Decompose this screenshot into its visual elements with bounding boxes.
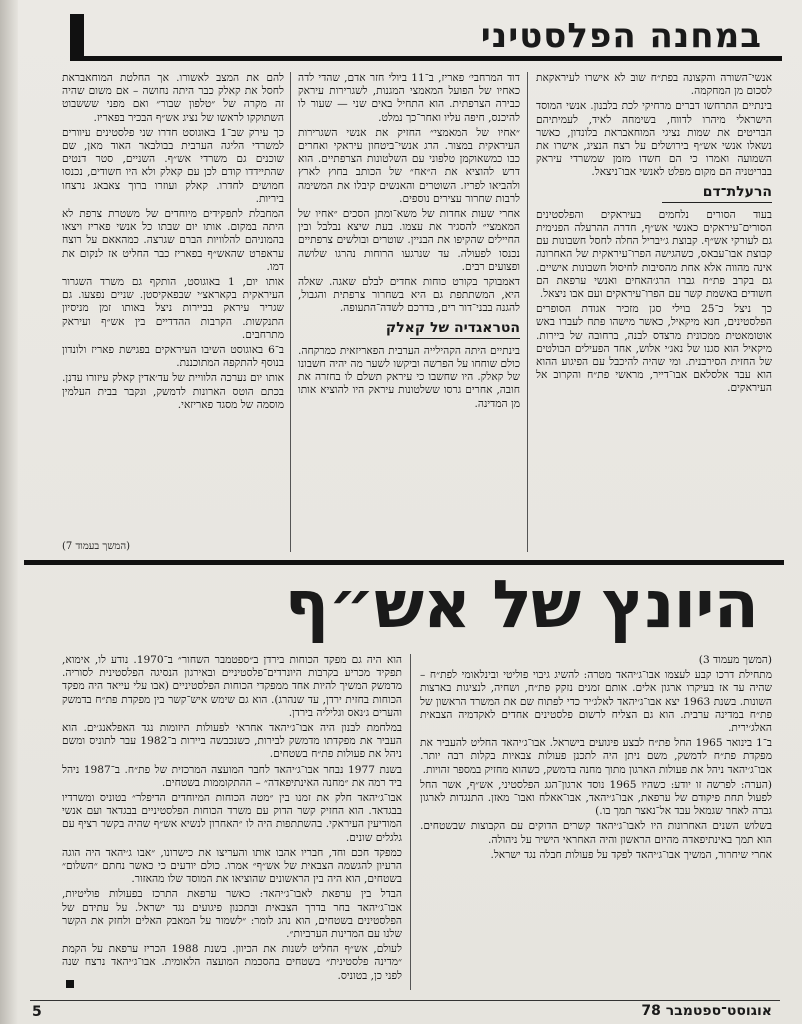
paragraph: דוד המרחבי׳ פאריז, ב־11 ביולי חזר אדם, שהדי לדה כאחיו של הפועל המאמצי המגנות, לשגרירות עיראק כבירה הצרפתית. הוא התחיל באים שני — שעור לו להיכנס, חיפה עליו ואחר־כך נמלט.: [298, 72, 520, 124]
paragraph: (הערה: לפרשה זו יודע: כשהיו 1965 נוסד ארגון־הגג הפלסטיני, אש״ף, אשר החל לפעול תחת פיקודם של ערפאת, אבו־ג׳יהאד, אבו־אאלח ואבו־ מאזן. התנגדות לארגון גברה לאחר שגמאל עבד אל־נאצר תמך בו.): [420, 778, 772, 818]
paragraph: בשלוש השנים האחרונות היו לאבו־ג׳יהאד קשרים הדוקים עם הקבוצות שבשטחים. הוא תמך באינתיפאדה מהיום הראשון והיה האחראי הישיר על ניהולה.: [420, 820, 772, 846]
paragraph: מתחילת דרכו קבע לעצמו אבו־ג׳יהאד מטרה: להשיג גיבוי פוליטי ובינלאומי לפת״ח – שהיה עד אז בעיקרו ארגון אלים. אותם זמנים נזקק פת״ח, ושחיה, לנציגות בארצות השונות. בשנת 1963 יצא אבו־ג׳יהאד לאלג׳יר כדי לפתוח שם את המשרד הראשון של פת״ח במדינה ערבית. הוא גם הצליח לרשום פלסטינים אחדים לאקדמיה הצבאית האלג׳ירית.: [420, 669, 772, 735]
paragraph: הבדל בין ערפאת לאבו־ג׳יהאד: כאשר ערפאת התרכז בפעולות פוליטיות, אבו־ג׳יהאד בחר בדרך הצבאית ובתכנון פיגועים נגד ישראל. על עתידם של הפלסטינים בשטחים, הוא נהג לומר: ״לשמור על המאבק האלים ולחזק את הקשר שלנו עם המדינות הערביות״.: [62, 888, 402, 941]
feature-title: היונץ של אש״ף: [284, 566, 758, 643]
paragraph: אבו־ג׳יהאד חלק את זמנו בין ״מטה הכוחות המיוחדים הדיפלר״ בטוניס ומשרדיו בבגדאד. הוא החזיק קשר הדוק עם משרד הכוחות הפלסטיניים בבגדאד ועם אנשי המודיעין העיראקי. בהשתתפות היה לו ״האחרון לנשיא אש״ף שהיה בקשר רציף עם גלגלים שונים.: [62, 792, 402, 844]
paragraph: אותו יום נערכה הלוויית של עד׳אדין קאלק עיזורו עדנן. בכתם הוטס הארונות לדמשק, ונקבר בבית העלמין מוסמה של מסגד פאריזאי.: [62, 372, 284, 411]
feature-column-left: [62, 654, 402, 990]
issue-label: אוגוסט־ספטמבר 78: [641, 1003, 772, 1019]
paragraph: ב־6 באוגוסט השיבו העיראקים בפגישת פאריז ולונדון בנוסף להתקפה המתוכננת.: [62, 344, 284, 370]
masthead-bar: [72, 14, 84, 58]
top-column-right: [536, 72, 772, 552]
paragraph: לעולם, אש״ף החליט לשנות את הכיוון. בשנת 1988 הכריז ערפאת על הקמת ״מדינה פלסטינית״ בשטחים בהסכמת המועצה הלאומית. אבו־ג׳יהאד נרצח שנה לפני כן, בטוניס.: [62, 943, 402, 982]
paragraph: אחרי שעות אחדות של משא־ומתן הסכים ״אחיו של המאמצי״ להסגיר את עצמו. בעת שיצא נבלבל ובין החיילים שהקיפו את הבניין. שוטרים ובולשים צרפתיים נכנסו לפעולה. עד שנרגעו הרוחות נהרגו שלושה ופצועים רבים.: [298, 208, 520, 273]
paragraph: ״אחיו של המאמצי״ החזיק את אנשי השגרירות העיראקית במצור. הרג אנשי־ביטחון עיראקי ואחרים כבו כמשאוקמן טלפוני עם השלטונות הצרפתיים. הוא דרש להוציא את ה״אח״ של הכותב בחוץ לארץ ולהביאו לפריז. השוטרים והאנשים קיבלו את המשימה לרבות שחרור עצירים נוספים.: [298, 126, 520, 205]
paragraph: דאמבוקר בקורט כוחות אחדים לבלם שאגה. שאלה היא, המשתתפת גם היא בשחרור צרפתית והגבול, להגנה בבני־דור רים, בדרכם לשדה־התעופה.: [298, 276, 520, 315]
section-title: במחנה הפלסטיני: [480, 16, 762, 56]
paragraph: אותו יום, 1 באוגוסט, הותקף גם משרד השגרור העיראקית בקאראצ׳י שבפאקיסטן. שניים נפצעו. גם שגריר עיראק בביירות ניצל באותו זמן מניסיון התנקשות. הקרבות ההדדיים בין אש״ף ועיראק מתרחבים.: [62, 276, 284, 341]
column-rule: [290, 72, 291, 552]
paragraph: הוא היה גם מפקד הכוחות בירדן ב״ספטמבר השחור״ ב־1970. נודע לו, אימוא, תפקיד מכריע בקרבות היונרדים־פלסטיניים ובאירגון הנסיגה הפלסטינית לסוריה. מדמשק המשיך להיות אחד ממפקדי הכוחות הפלסטיניים (אבו עלי עייאד היה מפקד הכוחות בחזית ירדן, עד שנהרג). הוא גם שימש איש־קשר בין מפקדת פת״ח בדמשק והערים ג׳נאס וגליליה בירדן.: [62, 654, 402, 719]
subheading: הרעלת־דם: [536, 186, 772, 203]
top-column-left: [62, 72, 284, 540]
paragraph: אנשי־השורה והקצונה בפת״ח שוב לא אישרו לעיראקאת לסכום מן המחקמה.: [536, 72, 772, 98]
paragraph: בעוד הסורים נלחמים בעיראקים והפלסטינים הסורים־עיראקים כאנשי אש״ף, חדרה ההרעלה הפנימית גם לעורקי אש״ף. קבוצת ג׳יבריל החלה לחסל חשבונות עם קבוצת אבו־עבאס, כשהגישה הפרו־עיראקית של האחרונה אינה מהווה אלא אחת מהסיבות לחיסול חשבונות אישיים. גם בקרב פת״ח גברו הרג׳האחים ואנשי ערפאת הם חשודים באשמת קשר עם הפרו־עיראקים ועם אבו ניצאל.: [536, 208, 772, 301]
paragraph: במלחמת לבנון היה אבו־ג׳יהאד אחראי לפעולות היזומות נגד האפלאנג׳ים. הוא העביר את מפקדתו מדמשק לבירות, כשנכבשה ביירות ב־1982 עבר לתוניס ומשם ניהל את פעולות פת״ח בשטחים.: [62, 722, 402, 761]
masthead-rule: [70, 58, 782, 61]
page-number: 5: [32, 1004, 42, 1020]
paragraph: ב־1 בינואר 1965 החל פת״ח לבצע פיגועים בישראל. אבו־ג׳יהאד החליט להעביר את מפקדת פת״ח לדמשק, משם ניתן היה לתכנן פעולות צבאיות בקלות רבה יותר. אבו־ג׳יהאד ניהל את פעולות הארגון מתוך מחנה בדמשק, כשהוא מחזיק במספר זהויות.: [420, 737, 772, 776]
page-edge-shadow: [0, 0, 18, 1024]
paragraph: אחרי שיחרור, המשיך אבו־ג׳יהאד לפקד על פעולות חבלה נגד ישראל.: [490, 848, 772, 861]
paragraph: כך ניצל כ־25 בוילי סגן מזכיר אגודת הסופרים הפלסטינים, חנא מיקאיל, כאשר מישהו פתח לעברו באש אוטומאטית ממכונית מרצדס לבנה, ברחובה של ביירות. מיקאיל הוא סגנו של נאג׳י אלוש, אחד הפעילים הבולטים של החזית הסירבנית. ומי שהיה להיכבל עם הפיגוע ההוא הוא עבד אלסלאם אבו־דייר, מראשי פת״ח והקרוב אל העיראקים.: [536, 303, 772, 395]
top-column-middle: [298, 72, 520, 552]
paragraph: כך עירק שב־1 באוגוסט חדרו שני פלסטינים עיוורים למשרדי הליגה הערבית בבולבאר האוד מאן, שם שוכנים גם משרדי אש״ף. השניים, סטר דנטים שהתיידדו קודם לכן עם קאלק ולא היו חשודים, נכנסו חמושים לחדרו. קאלק ועוזרו ברוך צאבאג נרצחו ביריות.: [62, 126, 284, 205]
footer-rule: [30, 1000, 780, 1001]
column-rule: [410, 654, 411, 990]
paragraph: המחבלת לתפקידים מיוחדים של משטרת צרפת לא היתה במקום. אותו יום שבתו כל אנשי פאריז ויצאו בהמוניהם להלוויות הברם שגרצה. כמהאאם על רוצח עראפרט שהאש״ף בפאריז כבר החליט אז לנקום את דמו.: [62, 208, 284, 273]
end-of-article-mark: [66, 980, 74, 988]
paragraph: (המשך מעמוד 3): [698, 654, 772, 666]
paragraph: בינתיים התרחשו דברים מרחיקי לכת בלבנון. אנשי המוסד הישראלי מיהרו לדווח, בשימחה לאיד, לעמיתיהם הבריטים את שמות נציגי המוחאבראת בלונדון, כאשר נשאלו אנשי אש״ף בירושלים על רצח הנציג, אישרו את השמועה ואמרו כי הם חשדו מזמן שמשרדי עיראק בבריטניה הם מקום מפלט לאנשי אבו־ניצאל.: [536, 100, 772, 179]
paragraph: כמפקד חכם וחד, חבריו אהבו אותו והעריצו את כישרונו, ״אבו ג׳יהאד היה הוגה הרעיון להגשמה הצבאית של אש״ף״ אמרו. כולם יודעים כי כאשר נחתם ״השלום״ בשטחים, הוא היה בין הראשונים שהוציאו את המוסד שלו מהאזור.: [62, 846, 402, 886]
section-divider: [24, 560, 784, 565]
feature-column-right: [420, 654, 772, 990]
section-masthead: [70, 14, 782, 58]
paragraph: להם את המצב לאשורו. אך החלטת המוחאבראת לחסל את קאלק כבר היתה נחושה – אם משום שהיה זה מקרה של ״טלפון שבור״ ואם מפני שששבוט השתוקקו לראשו של נציג אש״ף הבכיר בפאריז.: [62, 72, 284, 124]
continued-note: (המשך בעמוד 7): [62, 541, 130, 552]
paragraph: בינתיים היתה הקהילייה הערבית הפאריזאית כמרקחה. כולם שוחחו על הפרשה וביקשו לשער מה יהיה חשבונו של קאלק. היו שחשבו כי עיראק תשלם לו בחזרה את חובה, אחרים גרסו ששלטונות עיראק היו להוציא אותו מן המדינה.: [298, 344, 520, 410]
paragraph: בשנת 1977 נבחר אבו־ג׳יהאד לחבר המועצה המרכזית של פת״ח. ב־1987 ניהל ביד רמה את ״מחנה האינתיפאדה״ – ההתקוממות בשטחים.: [62, 763, 402, 789]
column-rule: [527, 72, 528, 552]
subheading: הטראגדיה של קאלק: [298, 322, 520, 339]
